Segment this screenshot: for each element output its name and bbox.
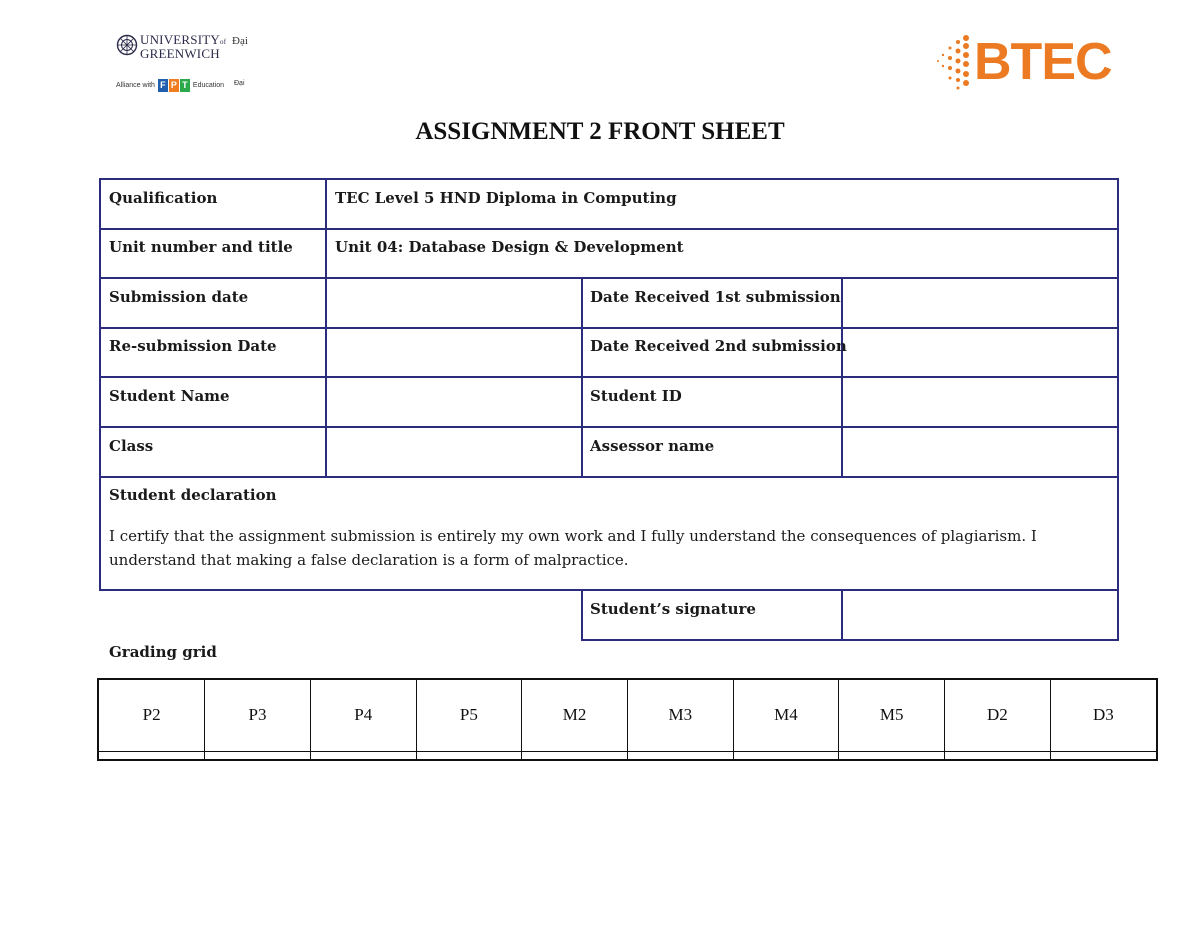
- submission-date-label: Submission date: [109, 288, 249, 306]
- grade-col-p5: P5: [416, 680, 522, 751]
- student-name-label: Student Name: [109, 387, 230, 405]
- university-name: [140, 34, 226, 60]
- grade-cell-m3[interactable]: [627, 751, 733, 759]
- alliance-line: [116, 79, 224, 92]
- resubmission-date-label: Re-submission Date: [109, 337, 277, 355]
- student-name-field[interactable]: [327, 378, 581, 426]
- grade-col-d2: D2: [945, 680, 1051, 751]
- page-title: ASSIGNMENT 2 FRONT SHEET: [415, 118, 785, 145]
- grade-col-p3: P3: [205, 680, 311, 751]
- grade-col-m5: M5: [839, 680, 945, 751]
- assessor-field[interactable]: [843, 428, 1117, 476]
- student-id-label: Student ID: [590, 387, 682, 405]
- submission-date-field[interactable]: [327, 279, 581, 327]
- grade-col-d3: D3: [1050, 680, 1156, 751]
- declaration-label: Student declaration: [109, 486, 277, 504]
- fpt-logo: [158, 79, 190, 92]
- crest-icon: [116, 33, 138, 59]
- unit-value: Unit 04: Database Design & Development: [335, 238, 684, 256]
- class-field[interactable]: [327, 428, 581, 476]
- grade-col-p2: P2: [99, 680, 205, 751]
- grade-col-m4: M4: [733, 680, 839, 751]
- qualification-label: Qualification: [109, 189, 218, 207]
- grade-col-m3: M3: [627, 680, 733, 751]
- fpt-letter-f: F: [158, 79, 168, 92]
- grading-header-row: [99, 680, 1156, 751]
- university-logo: [116, 33, 266, 93]
- date-received-2-field[interactable]: [843, 329, 1117, 376]
- grading-grid-label: Grading grid: [109, 643, 217, 661]
- university-line2: GREENWICH: [140, 46, 220, 61]
- grade-cell-d2[interactable]: [945, 751, 1051, 759]
- resubmission-date-field[interactable]: [327, 329, 581, 376]
- grade-cell-d3[interactable]: [1050, 751, 1156, 759]
- date-received-1-field[interactable]: [843, 279, 1117, 327]
- grade-cell-p2[interactable]: [99, 751, 205, 759]
- dai-text-2: Đại: [234, 80, 245, 87]
- university-of: of: [220, 38, 227, 46]
- grade-cell-p4[interactable]: [310, 751, 416, 759]
- university-line1: UNIVERSITY: [140, 32, 220, 47]
- grade-cell-p5[interactable]: [416, 751, 522, 759]
- btec-logo: [936, 34, 1122, 92]
- student-id-field[interactable]: [843, 378, 1117, 426]
- fpt-letter-p: P: [170, 80, 177, 90]
- date-received-2-label: Date Received 2nd submission: [590, 337, 847, 355]
- btec-text: BTEC: [974, 33, 1112, 91]
- grade-cell-m2[interactable]: [522, 751, 628, 759]
- signature-field[interactable]: [843, 591, 1117, 639]
- dai-text: Đại: [232, 35, 248, 47]
- unit-label: Unit number and title: [109, 238, 293, 256]
- date-received-1-label: Date Received 1st submission: [590, 288, 841, 306]
- class-label: Class: [109, 437, 154, 455]
- grade-cell-p3[interactable]: [205, 751, 311, 759]
- qualification-value: TEC Level 5 HND Diploma in Computing: [335, 189, 677, 207]
- grade-col-p4: P4: [310, 680, 416, 751]
- grade-cell-m4[interactable]: [733, 751, 839, 759]
- grading-grid: [97, 678, 1158, 761]
- assessor-label: Assessor name: [590, 437, 715, 455]
- grade-cell-m5[interactable]: [839, 751, 945, 759]
- signature-label: Student’s signature: [590, 600, 756, 618]
- btec-dots-icon: [936, 34, 976, 92]
- alliance-text: Alliance with: [116, 82, 155, 89]
- grade-col-m2: M2: [522, 680, 628, 751]
- fpt-letter-t: T: [180, 79, 190, 92]
- grading-value-row: [99, 751, 1156, 759]
- declaration-text: I certify that the assignment submission is entirely my own work and I fully understand the consequences of plagiarism. I understand that making a false declaration is a form of malpractice.: [109, 527, 1037, 569]
- fpt-suffix: Education: [192, 82, 225, 89]
